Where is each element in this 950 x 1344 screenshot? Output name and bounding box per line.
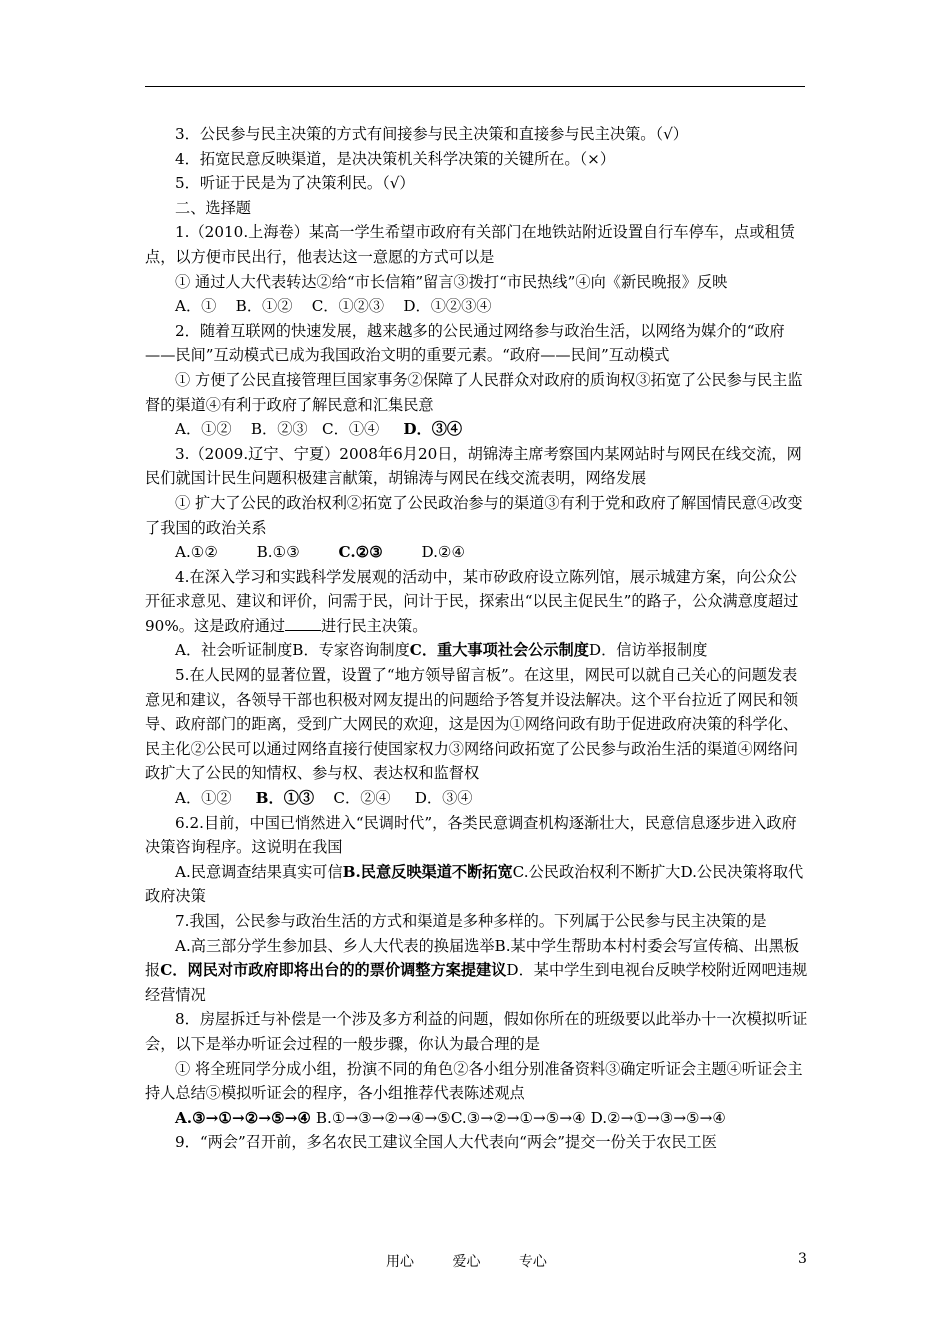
footer-motto-2: 爱心 xyxy=(452,1254,481,1270)
question-3-options xyxy=(145,540,810,565)
footer-motto-1: 用心 xyxy=(386,1254,414,1270)
question-4-stem xyxy=(145,565,810,639)
question-5-stem: 5.在人民网的显著位置，设置了“地方领导留言板”。在这里，网民可以就自己关心的问题发表意见和建议，各领导干部也积极对网友提出的问题给予答复并设法解决。这个平台拉近了网民和领导、政府部门的距离，受到广大网民的欢迎，这是因为①网络问政有助于促进政府决策的科学化、民主化②公民可以通过网络直接行使国家权力③网络问政拓宽了公民参与政治生活的渠道④网络问政扩大了公民的知情权、参与权、表达权和监督权 xyxy=(145,666,799,783)
question-3-stem: 3.（2009.辽宁、宁夏）2008年6月20日，胡锦涛主席考察国内某网站时与网民在线交流，网民们就国计民生问题积极建言献策，胡锦涛与网民在线交流表明，网络发展 xyxy=(145,444,802,488)
answer-blank xyxy=(285,616,321,631)
question-1-stem: 1.（2010.上海卷）某高一学生希望市政府有关部门在地铁站附近设置自行车停车，点或租赁点，以方便市民出行，他表达这一意愿的方式可以是 xyxy=(145,223,795,266)
question-4-answer: C．重大事项社会公示制度 xyxy=(409,641,589,660)
question-2-options-rest: A．①② B．②③ C．①④ xyxy=(175,420,404,439)
question-5-options xyxy=(145,786,810,811)
question-2-answer: D．③④ xyxy=(403,420,463,439)
question-7-answer: C．网民对市政府即将出台的的票价调整方案提建议 xyxy=(160,961,507,980)
question-7-options-c: D．某中学生到电视台反映学校附近网吧违规经营情况 xyxy=(145,961,808,1004)
question-1-options: A．① B．①② C．①②③ D．①②③④ xyxy=(175,297,492,316)
question-3-items: ① 扩大了公民的政治权利②拓宽了公民政治参与的渠道③有利于党和政府了解国情民意④改变了我国的政治关系 xyxy=(145,493,803,537)
question-8-stem: 8．房屋拆迁与补偿是一个涉及多方利益的问题，假如你所在的班级要以此举办十一次模拟听证会，以下是举办听证会过程的一般步骤，你认为最合理的是 xyxy=(145,1010,808,1053)
question-7-options xyxy=(145,934,810,1008)
true-false-item-5: 5．听证于民是为了决策利民。（√） xyxy=(175,174,415,193)
true-false-item-3: 3．公民参与民主决策的方式有间接参与民主决策和直接参与民主决策。（√） xyxy=(175,125,688,143)
footer-motto xyxy=(386,1251,581,1271)
question-4-options-a: A．社会听证制度B．专家咨询制度 xyxy=(175,641,410,660)
question-6-stem: 6.2.目前，中国已悄然进入“民调时代”，各类民意调查机构逐渐壮大，民意信息逐步进入政府决策咨询程序。这说明在我国 xyxy=(145,813,797,857)
question-8-answer: A.③→①→②→⑤→④ xyxy=(175,1108,312,1127)
true-false-item-4: 4．拓宽民意反映渠道，是决决策机关科学决策的关键所在。（×） xyxy=(175,149,616,168)
question-5-options-a: A．①② xyxy=(175,789,256,808)
section-heading-choice: 二、选择题 xyxy=(175,198,251,217)
question-3-options-a: A.①② B.①③ xyxy=(175,543,339,562)
question-4-stem-a: 4.在深入学习和实践科学发展观的活动中，某市矽政府设立陈列馆，展示城建方案，向公众公开征求意见、建议和评价，问需于民，问计于民，探索出“以民主促民生”的路子，公众满意度超过90%。这是政府通过 xyxy=(145,567,799,635)
question-5-options-c: C．②④ D．③④ xyxy=(314,789,473,808)
footer-motto-3: 专心 xyxy=(518,1254,547,1270)
question-2-options xyxy=(145,417,810,442)
question-2-items: ① 方便了公民直接管理巨国家事务②保障了人民群众对政府的质询权③拓宽了公民参与民主监督的渠道④有利于政府了解民意和汇集民意 xyxy=(145,370,803,414)
question-9-stem: 9．“两会”召开前，多名农民工建议全国人大代表向“两会”提交一份关于农民工医 xyxy=(175,1133,717,1152)
question-4-options xyxy=(145,638,810,663)
header-rule xyxy=(145,86,805,87)
question-6-options-a: A.民意调查结果真实可信 xyxy=(175,862,343,881)
question-6-options-c: C.公民政治权利不断扩大D.公民决策将取代政府决策 xyxy=(145,862,804,906)
page-number: 3 xyxy=(798,1251,807,1267)
question-7-stem: 7.我国，公民参与政治生活的方式和渠道是多种多样的。下列属于公民参与民主决策的是 xyxy=(175,912,767,930)
question-2-stem: 2．随着互联网的快速发展，越来越多的公民通过网络参与政治生活，以网络为媒介的“政府——民间”互动模式已成为我国政治文明的重要元素。“政府——民间”互动模式 xyxy=(145,321,785,365)
question-6-answer: B.民意反映渠道不断拓宽 xyxy=(342,862,513,881)
question-8-items: ① 将全班同学分成小组，扮演不同的角色②各小组分别准备资料③确定听证会主题④听证会主持人总结⑤模拟听证会的程序，各小组推荐代表陈述观点 xyxy=(145,1059,803,1103)
question-4-stem-b: 进行民主决策。 xyxy=(321,616,428,635)
question-7-options-a: A.高三部分学生参加县、乡人大代表的换届选举B.某中学生帮助本村村委会写宣传稿、出黑板报 xyxy=(145,936,800,980)
question-1-items: ① 通过人大代表转达②给“市长信箱”留言③拨打“市民热线”④向《新民晚报》反映 xyxy=(175,272,728,291)
question-5-answer: B．①③ xyxy=(255,789,315,808)
question-6-options xyxy=(145,860,810,909)
question-8-options-rest: B.①→③→②→④→⑤C.③→②→①→⑤→④ D.②→①→③→⑤→④ xyxy=(311,1108,727,1127)
question-3-answer: C.②③ xyxy=(338,543,383,562)
page-body xyxy=(145,122,810,1155)
question-4-options-c: D．信访举报制度 xyxy=(588,641,708,660)
question-3-options-c: D.②④ xyxy=(382,543,466,562)
question-8-options xyxy=(145,1106,810,1131)
